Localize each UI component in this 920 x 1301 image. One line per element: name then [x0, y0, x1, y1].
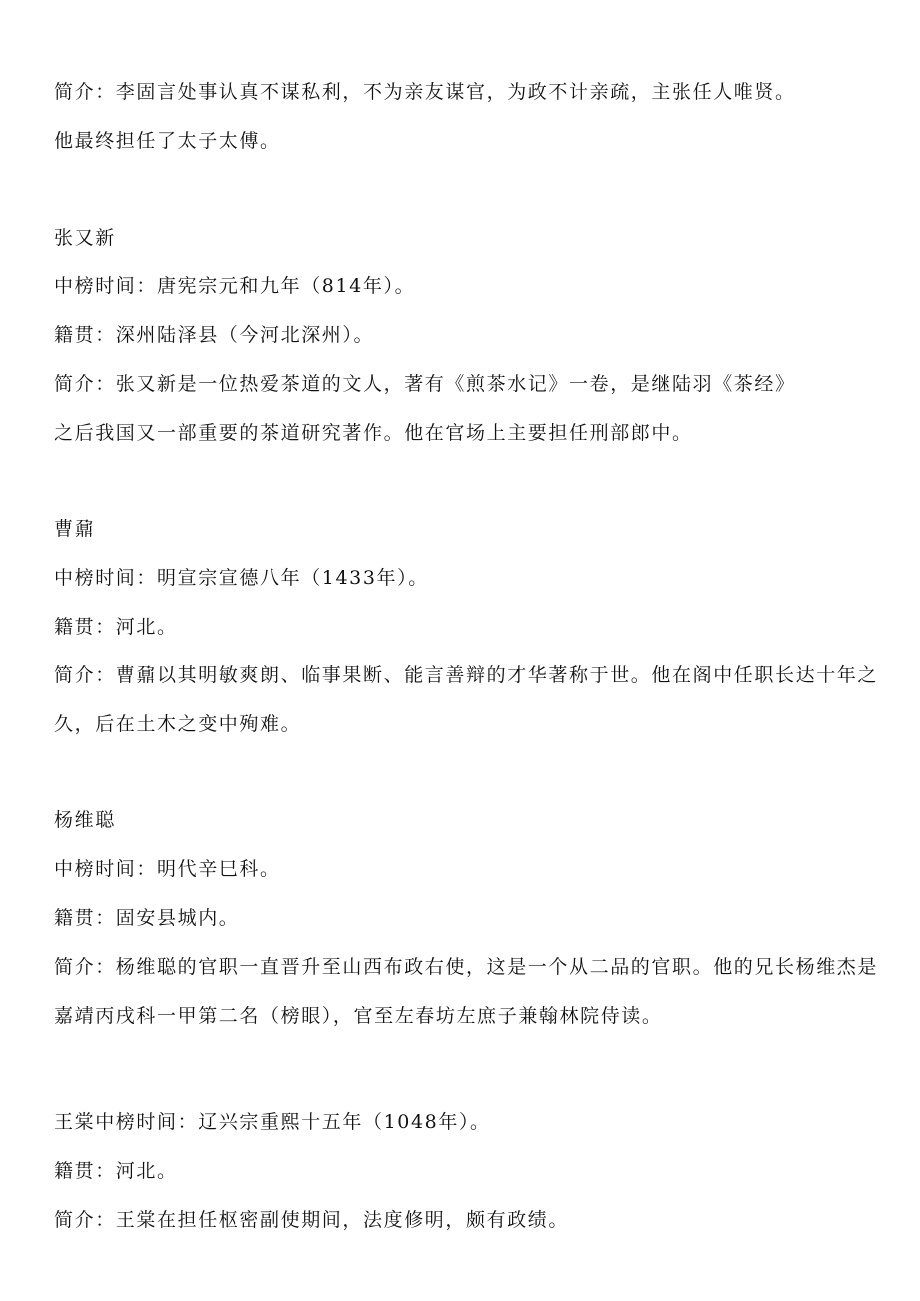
yang-weicong-name: 杨维聪 — [54, 809, 116, 831]
cao-nai-name: 曹鼐 — [54, 518, 96, 540]
cao-nai-intro-line-2: 久，后在土木之变中殉难。 — [54, 713, 302, 735]
cao-nai-intro-line-1: 简介：曹鼐以其明敏爽朗、临事果断、能言善辩的才华著称于世。他在阁中任职长达十年之 — [54, 664, 879, 686]
yang-weicong-intro-line-2: 嘉靖丙戌科一甲第二名（榜眼），官至左春坊左庶子兼翰林院侍读。 — [54, 1005, 663, 1027]
wang-tang-exam-time: 王棠中榜时间：辽兴宗重熙十五年（1048年）。 — [54, 1111, 491, 1133]
yang-weicong-hometown: 籍贯：固安县城内。 — [54, 907, 240, 929]
zhang-youxin-exam-time: 中榜时间：唐宪宗元和九年（814年）。 — [54, 275, 416, 297]
zhang-youxin-intro-line-2: 之后我国又一部重要的茶道研究著作。他在官场上主要担任刑部郎中。 — [54, 422, 693, 444]
wang-tang-intro: 简介：王棠在担任枢密副使期间，法度修明，颇有政绩。 — [54, 1209, 570, 1231]
li-guyan-intro-line-1: 简介：李固言处事认真不谋私利，不为亲友谋官，为政不计亲疏，主张任人唯贤。 — [54, 81, 796, 103]
zhang-youxin-hometown: 籍贯：深州陆泽县（今河北深州）。 — [54, 324, 375, 346]
zhang-youxin-name: 张又新 — [54, 227, 116, 249]
zhang-youxin-intro-line-1: 简介：张又新是一位热爱茶道的文人，著有《煎茶水记》一卷，是继陆羽《茶经》 — [54, 373, 796, 395]
cao-nai-exam-time: 中榜时间：明宣宗宣德八年（1433年）。 — [54, 567, 429, 589]
yang-weicong-exam-time: 中榜时间：明代辛巳科。 — [54, 858, 281, 880]
cao-nai-hometown: 籍贯：河北。 — [54, 616, 178, 638]
wang-tang-hometown: 籍贯：河北。 — [54, 1160, 178, 1182]
yang-weicong-intro-line-1: 简介：杨维聪的官职一直晋升至山西布政右使，这是一个从二品的官职。他的兄长杨维杰是 — [54, 956, 879, 978]
li-guyan-intro-line-2: 他最终担任了太子太傅。 — [54, 130, 281, 152]
